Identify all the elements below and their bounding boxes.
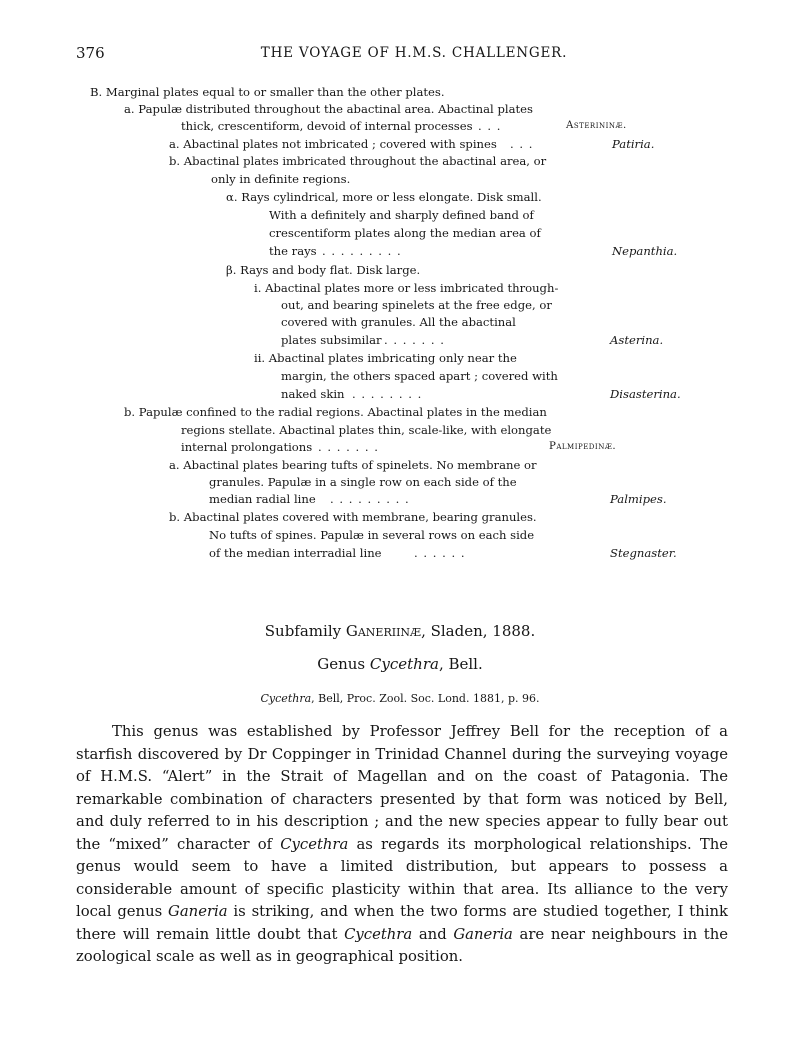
leader-dots: . . . . . . . [384, 333, 445, 347]
key-line: a. Abactinal plates bearing tufts of spinelets. No membrane or [169, 458, 537, 472]
key-line: α. Rays cylindrical, more or less elongate. Disk small. [226, 190, 542, 204]
key-line: No tufts of spines. Papulæ in several rows on each side [209, 528, 535, 542]
leader-dots: . . . . . . . . [352, 387, 423, 401]
running-title: THE VOYAGE OF H.M.S. CHALLENGER. [260, 45, 568, 61]
key-line: plates subsimilar [281, 333, 382, 347]
key-line: β. Rays and body flat. Disk large. [226, 263, 421, 277]
subfamily-heading: Subfamily Ganeriinæ, Sladen, 1888. [264, 622, 536, 640]
key-line: B. Marginal plates equal to or smaller than the other plates. [90, 85, 445, 99]
key-line: out, and bearing spinelets at the free edge, or [281, 298, 552, 312]
genus-name: Cycethra [369, 655, 439, 673]
body-paragraph: This genus was established by Professor Jeffrey Bell for the reception of a starfish discovered by Dr Coppinger in Trinidad Channel during the surveying voyage of H.M.S. “Alert” in the Strait of Magellan and on the coast of Patagonia. The remarkable combination of characters presented by that form was noticed by Bell, and duly referred to in his description ; and the new species appear to fully bear out the “mixed” character of Cycethra as regards its morphological relationships. The genus would seem to have a limited distribution, but appears to possess a considerable amount of specific plasticity within that area. Its alliance to the very local genus Ganeria is striking, and when the two forms are studied together, I think there will remain little doubt that Cycethra and Ganeria are near neighbours in the zoological scale as well as in geographical position. [76, 723, 728, 965]
key-line: b. Abactinal plates imbricated throughout the abactinal area, or [169, 154, 547, 168]
leader-dots: . . . [510, 137, 534, 151]
genus-heading: Genus Cycethra, Bell. [317, 655, 483, 673]
key-line: b. Papulæ confined to the radial regions. Abactinal plates in the median [124, 405, 547, 419]
key-line: internal prolongations [181, 440, 313, 454]
key-line: of the median interradial line [209, 546, 382, 560]
key-line: thick, crescentiform, devoid of internal processes [181, 119, 473, 133]
leader-dots: . . . . . . [414, 546, 466, 560]
key-line: naked skin [281, 387, 345, 401]
leader-dots: . . . [478, 119, 502, 133]
leader-dots: . . . . . . . . . [322, 244, 402, 258]
page-number: 376 [76, 44, 105, 62]
leader-dots: . . . . . . . . . [330, 492, 410, 506]
key-line: median radial line [209, 492, 316, 506]
key-line: covered with granules. All the abactinal [281, 315, 516, 329]
taxon-palmipes: Palmipes. [610, 492, 667, 506]
leader-dots: . . . . . . . [318, 440, 379, 454]
taxon-nepanthia: Nepanthia. [612, 244, 678, 258]
key-line: granules. Papulæ in a single row on each side of the [209, 475, 517, 489]
taxon-disasterina: Disasterina. [610, 387, 681, 401]
key-line: only in definite regions. [211, 172, 351, 186]
taxon-patiria: Patiria. [612, 137, 655, 151]
taxon-stegnaster: Stegnaster. [610, 546, 677, 560]
key-line: ii. Abactinal plates imbricating only near the [254, 351, 517, 365]
taxon-asterininae: Asterininæ. [566, 120, 627, 131]
key-line: a. Papulæ distributed throughout the abactinal area. Abactinal plates [124, 102, 533, 116]
key-line: i. Abactinal plates more or less imbricated through- [254, 281, 559, 295]
citation: Cycethra, Bell, Proc. Zool. Soc. Lond. 1881, p. 96. [260, 692, 540, 705]
key-line: b. Abactinal plates covered with membrane, bearing granules. [169, 510, 537, 524]
taxon-palmipedinae: Palmipedinæ. [549, 441, 617, 452]
key-line: regions stellate. Abactinal plates thin, scale-like, with elongate [181, 423, 552, 437]
key-line: margin, the others spaced apart ; covered with [281, 369, 558, 383]
key-line: With a definitely and sharply defined band of [269, 208, 534, 222]
taxon-asterina: Asterina. [610, 333, 664, 347]
key-line: a. Abactinal plates not imbricated ; covered with spines [169, 137, 497, 151]
key-line: the rays [269, 244, 317, 258]
subfamily-name: Ganeriinæ [345, 622, 422, 640]
key-line: crescentiform plates along the median area of [269, 226, 541, 240]
